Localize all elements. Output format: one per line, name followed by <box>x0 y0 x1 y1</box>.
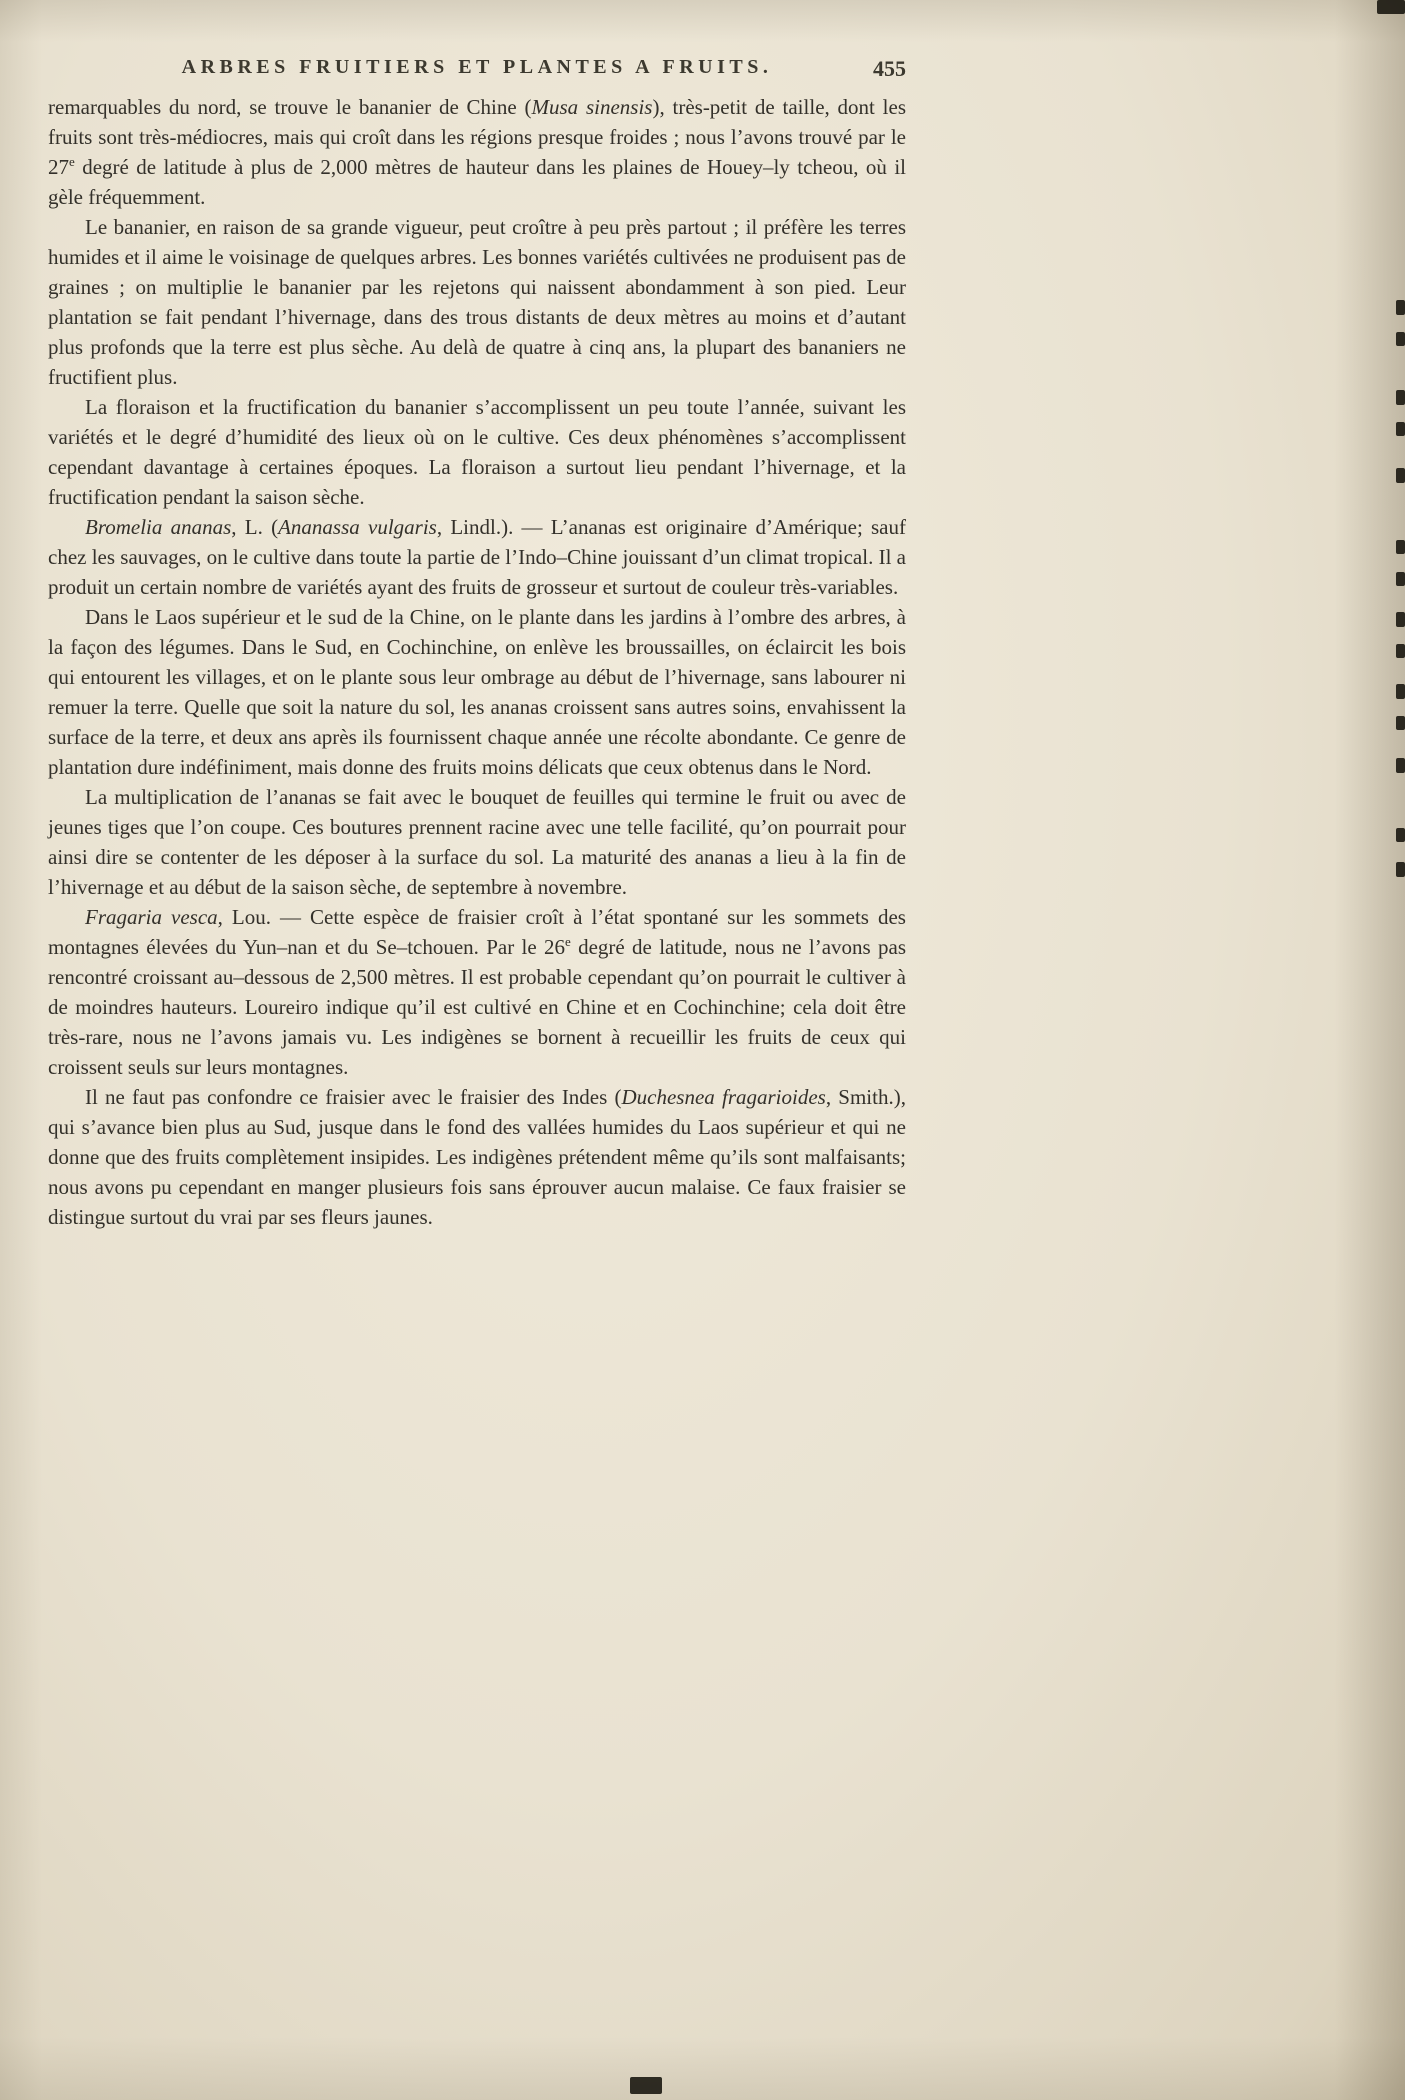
text-run: e <box>565 934 571 949</box>
paragraph <box>48 392 906 512</box>
paragraph <box>48 92 906 212</box>
scan-mark <box>1396 390 1405 405</box>
text-run: La multiplication de l’ananas se fait avec le bouquet de feuilles qui termine le fruit ou avec de jeunes tiges que l’on coupe. Ces boutures prennent racine avec une telle facilité, qu’on pourrait pour ainsi dire se contenter de les déposer à la surface du sol. La maturité des ananas a lieu à la fin de l’hivernage et au début de la saison sèche, de septembre à novembre. <box>48 785 906 899</box>
text-run: Il ne faut pas confondre ce fraisier avec le fraisier des Indes ( <box>85 1085 622 1109</box>
paragraph <box>48 782 906 902</box>
scan-mark <box>1396 862 1405 877</box>
text-run: La floraison et la fructification du bananier s’accomplissent un peu toute l’année, suivant les variétés et le degré d’humidité des lieux où on le cultive. Ces deux phénomènes s’accomplissent cependant davantage à certaines époques. La floraison a surtout lieu pendant l’hivernage, et la fructification pendant la saison sèche. <box>48 395 906 509</box>
paragraph <box>48 512 906 602</box>
text-run: Dans le Laos supérieur et le sud de la Chine, on le plante dans les jardins à l’ombre des arbres, à la façon des légumes. Dans le Sud, en Cochinchine, on enlève les broussailles, on éclaircit les bois qui entourent les villages, et on le plante sous leur ombrage au début de l’hivernage, sans labourer ni remuer la terre. Quelle que soit la nature du sol, les ananas croissent sans autres soins, envahissent la surface de la terre, et deux ans après ils fournissent chaque année une récolte abondante. Ce genre de plantation dure indéfiniment, mais donne des fruits moins délicats que ceux obtenus dans le Nord. <box>48 605 906 779</box>
paragraph <box>48 212 906 392</box>
species-name: Bromelia ananas <box>85 515 232 539</box>
text-run: , Lindl.). — L’ananas est originaire d’Amérique; sauf chez les sauvages, on le cultive dans toute la partie de l’Indo–Chine jouissant d’un climat tropical. Il a produit un certain nombre de variétés ayant des fruits de grosseur et surtout de couleur très-variables. <box>48 515 906 599</box>
scan-mark <box>1396 468 1405 483</box>
scan-mark <box>1396 612 1405 627</box>
species-name: Fragaria vesca <box>85 905 218 929</box>
text-run: ), très-petit de taille, dont les fruits sont très-médiocres, mais qui croît dans les régions presque froides ; nous l’avons trouvé par le 27 <box>48 95 906 179</box>
text-run: remarquables du nord, se trouve le bananier de Chine ( <box>48 95 532 119</box>
paragraph <box>48 602 906 782</box>
page-header <box>48 56 906 90</box>
scan-mark <box>1396 644 1405 658</box>
paragraph <box>48 902 906 1082</box>
scan-mark <box>1396 540 1405 554</box>
page-number: 455 <box>873 56 906 81</box>
scan-mark <box>1396 422 1405 436</box>
text-run: degré de latitude, nous ne l’avons pas rencontré croissant au–dessous de 2,500 mètres. Il est probable cependant qu’on pourrait le cultiver à de moindres hauteurs. Loureiro indique qu’il est cultivé en Chine et en Cochinchine; cela doit être très-rare, nous ne l’avons jamais vu. Les indigènes se bornent à recueillir les fruits de ceux qui croissent seuls sur leurs montagnes. <box>48 935 906 1079</box>
species-name: Duchesnea fragarioides <box>621 1085 826 1109</box>
running-title: ARBRES FRUITIERS ET PLANTES A FRUITS. <box>181 56 773 78</box>
species-name: Ananassa vulgaris <box>278 515 437 539</box>
text-run: Le bananier, en raison de sa grande vigueur, peut croître à peu près partout ; il préfère les terres humides et il aime le voisinage de quelques arbres. Les bonnes variétés cultivées ne produisent pas de graines ; on multiplie le bananier par les rejetons qui naissent abondamment à son pied. Leur plantation se fait pendant l’hivernage, dans des trous distants de deux mètres au moins et d’autant plus profonds que la terre est plus sèche. Au delà de quatre à cinq ans, la plupart des bananiers ne fructifient plus. <box>48 215 906 389</box>
text-run: , L. ( <box>231 515 279 539</box>
scan-mark <box>1396 332 1405 346</box>
paragraph <box>48 1082 906 1232</box>
scan-mark <box>1396 758 1405 773</box>
text-run: e <box>69 154 75 169</box>
text-run: , Smith.), qui s’avance bien plus au Sud, jusque dans le fond des vallées humides du Laos supérieur et qui ne donne que des fruits complètement insipides. Les indigènes prétendent même qu’ils sont malfaisants; nous avons pu cependant en manger plusieurs fois sans éprouver aucun malaise. Ce faux fraisier se distingue surtout du vrai par ses fleurs jaunes. <box>48 1085 906 1229</box>
text-block <box>48 92 906 1232</box>
scan-mark <box>1396 828 1405 842</box>
scan-mark <box>1396 684 1405 699</box>
species-name: Musa sinensis <box>531 95 653 119</box>
scan-mark <box>1377 0 1405 14</box>
scan-mark <box>1396 300 1405 315</box>
text-run: degré de latitude à plus de 2,000 mètres de hauteur dans les plaines de Houey–ly tcheou, où il gèle fréquemment. <box>48 155 906 209</box>
scan-mark <box>630 2077 662 2094</box>
text-run: , Lou. — Cette espèce de fraisier croît à l’état spontané sur les sommets des montagnes élevées du Yun–nan et du Se–tchouen. Par le 26 <box>48 905 906 959</box>
scan-mark <box>1396 716 1405 730</box>
scan-mark <box>1396 572 1405 586</box>
